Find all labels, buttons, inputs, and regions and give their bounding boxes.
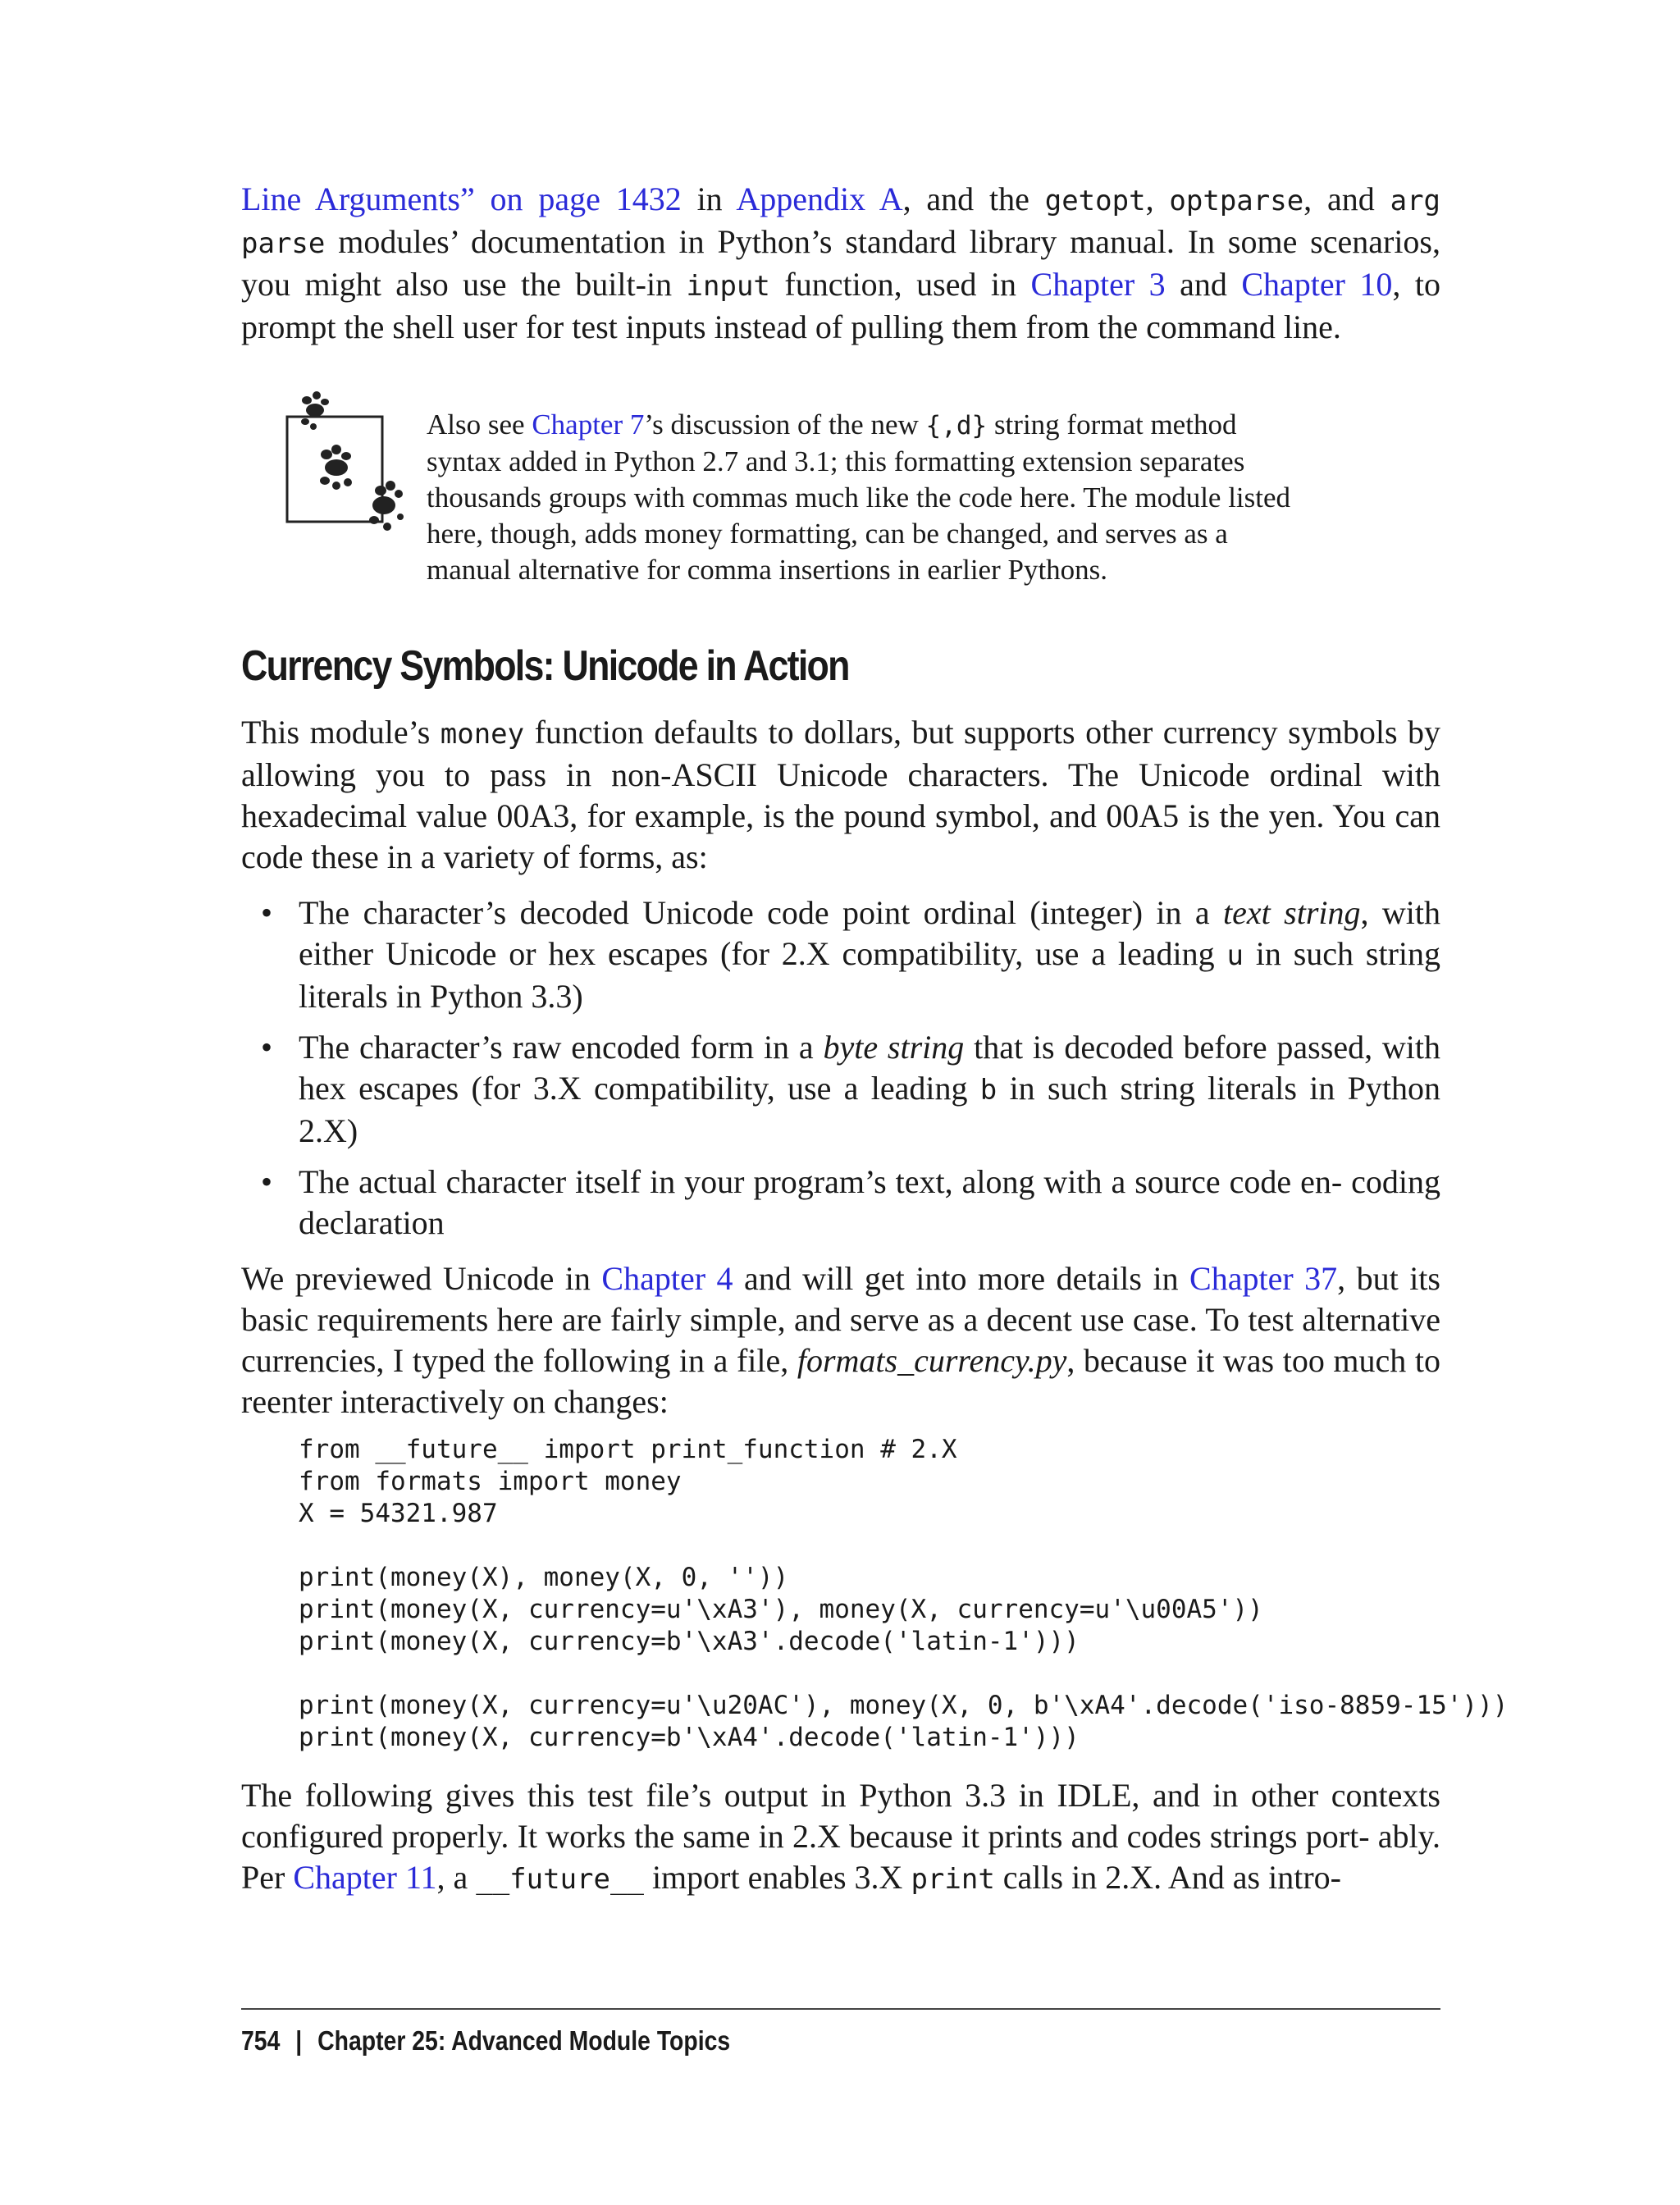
preview-paragraph (241, 1258, 1440, 1422)
text-run: calls in 2.X. And as intro- (994, 1859, 1341, 1896)
text-run: , to prompt the shell user for test inputs instead of pulling them from the command line. (241, 266, 1440, 345)
link-chapter-3[interactable]: Chapter 3 (1030, 266, 1166, 303)
list-item (241, 892, 1440, 1017)
text-run: in (681, 180, 737, 217)
code-line: from formats import money (299, 1467, 682, 1496)
bullet-dot: • (261, 1163, 273, 1200)
page-footer (241, 2025, 730, 2057)
code-listing (299, 1434, 1508, 1754)
text-run: in such string literals in Python 2.X) (299, 1070, 1440, 1149)
text-run: and (1165, 266, 1242, 303)
text-run: , because it was too much to reenter interactively on changes: (241, 1342, 1440, 1420)
code-b-prefix: b (979, 1074, 998, 1107)
text-run: We previewed Unicode in (241, 1260, 602, 1297)
link-chapter-4[interactable]: Chapter 4 (601, 1260, 733, 1297)
text-run: in such string literals in Python 3.3) (299, 935, 1440, 1015)
text-run: modules’ documentation in Python’s standard library manual. In some scenarios, you might also use the built-in (241, 223, 1440, 303)
link-appendix-a[interactable]: Appendix A (736, 180, 903, 217)
text-run: , with either Unicode or hex escapes (for 2.X compatibility, use a leading (299, 894, 1441, 972)
text-run: function defaults to dollars, but supports other currency symbols by allowing you to pass in non-ASCII Unicode characters. The Unicode ordinal with hexadecimal value 00A3, for example, is the pound symbol, and 00A5 is the yen. You can code these in a variety of forms, as: (241, 714, 1440, 875)
code-print: print (911, 1863, 995, 1896)
text-run: , and (1303, 180, 1390, 217)
footer-rule (241, 2008, 1440, 2010)
link-chapter-11[interactable]: Chapter 11 (293, 1859, 437, 1896)
code-getopt: getopt (1044, 185, 1146, 217)
bullet-dot: • (261, 894, 273, 931)
code-line: X = 54321.987 (299, 1499, 498, 1528)
code-future: __future__ (476, 1863, 644, 1896)
code-line: from __future__ import print_function # 2.X (299, 1435, 957, 1464)
code-line: print(money(X, currency=u'\xA3'), money(X, currency=u'\u00A5')) (299, 1595, 1263, 1624)
text-run: import enables 3.X (643, 1859, 911, 1896)
footer-separator: | (295, 2025, 303, 2056)
text-run: that is decoded before passed, with hex escapes (for 3.X compatibility, use a leading (299, 1029, 1441, 1107)
text-run: The character’s raw encoded form in a (299, 1029, 824, 1066)
section-heading: Currency Symbols: Unicode in Action (241, 642, 849, 690)
module-paragraph (241, 712, 1440, 878)
text-run: string format method syntax added in Python 2.7 and 3.1; this formatting extension separates thousands groups with commas much like the code here. The module listed here, though, adds money formatting, can be changed, and serves as a manual alternative for comma insertions in earlier Pythons. (427, 409, 1291, 586)
page-number: 754 (241, 2025, 281, 2056)
code-line (299, 1530, 1508, 1562)
emphasis: byte string (823, 1029, 965, 1066)
link-chapter-37[interactable]: Chapter 37 (1189, 1260, 1338, 1297)
text-run: and will get into more details in (733, 1260, 1190, 1297)
list-item (241, 1027, 1440, 1152)
tip-paw-prints-icon (282, 384, 407, 540)
code-input: input (686, 270, 770, 303)
text-run: The actual character itself in your program’s text, along with a source code en- coding declaration (299, 1163, 1440, 1241)
tip-note (427, 407, 1303, 588)
text-run: The following gives this test file’s output in Python 3.3 in IDLE, and in other contexts configured properly. It works the same in 2.X because it prints and codes strings port- ably. Per (241, 1777, 1440, 1896)
code-optparse: optparse (1169, 185, 1304, 217)
filename-emphasis: formats_currency.py (797, 1342, 1067, 1379)
text-run: Also see (427, 409, 532, 441)
text-run: This module’s (241, 714, 441, 751)
link-chapter-7[interactable]: Chapter 7 (532, 409, 645, 441)
text-run: , and the (902, 180, 1045, 217)
text-run: ’s discussion of the new (644, 409, 926, 441)
code-line: print(money(X), money(X, 0, '')) (299, 1563, 789, 1592)
code-line: print(money(X, currency=b'\xA3'.decode('latin-1'))) (299, 1627, 1080, 1656)
link-chapter-10[interactable]: Chapter 10 (1241, 266, 1393, 303)
code-line (299, 1658, 1508, 1690)
intro-paragraph (241, 179, 1440, 348)
list-item (241, 1162, 1440, 1244)
code-argparse: arg parse (241, 185, 1441, 260)
text-run: The character’s decoded Unicode code point ordinal (integer) in a (299, 894, 1224, 931)
emphasis: text string (1223, 894, 1361, 931)
text-run: , (1145, 180, 1170, 217)
bullet-dot: • (261, 1029, 273, 1066)
link-line-arguments[interactable]: Line Arguments” on page 1432 (241, 180, 682, 217)
code-line: print(money(X, currency=b'\xA4'.decode('latin-1'))) (299, 1723, 1080, 1752)
code-format-spec: {,d} (925, 411, 988, 441)
text-run: , but its basic requirements here are fairly simple, and serve as a decent use case. To test alternative currencies, I typed the following in a file, (241, 1260, 1440, 1379)
code-line: print(money(X, currency=u'\u20AC'), money(X, 0, b'\xA4'.decode('iso-8859-15'))) (299, 1691, 1509, 1720)
forms-list (241, 892, 1440, 1253)
text-run: , a (436, 1859, 477, 1896)
text-run: function, used in (769, 266, 1031, 303)
output-paragraph (241, 1775, 1440, 1900)
code-u-prefix: u (1226, 939, 1244, 972)
footer-chapter-title: Chapter 25: Advanced Module Topics (317, 2025, 731, 2056)
code-money: money (440, 718, 525, 751)
